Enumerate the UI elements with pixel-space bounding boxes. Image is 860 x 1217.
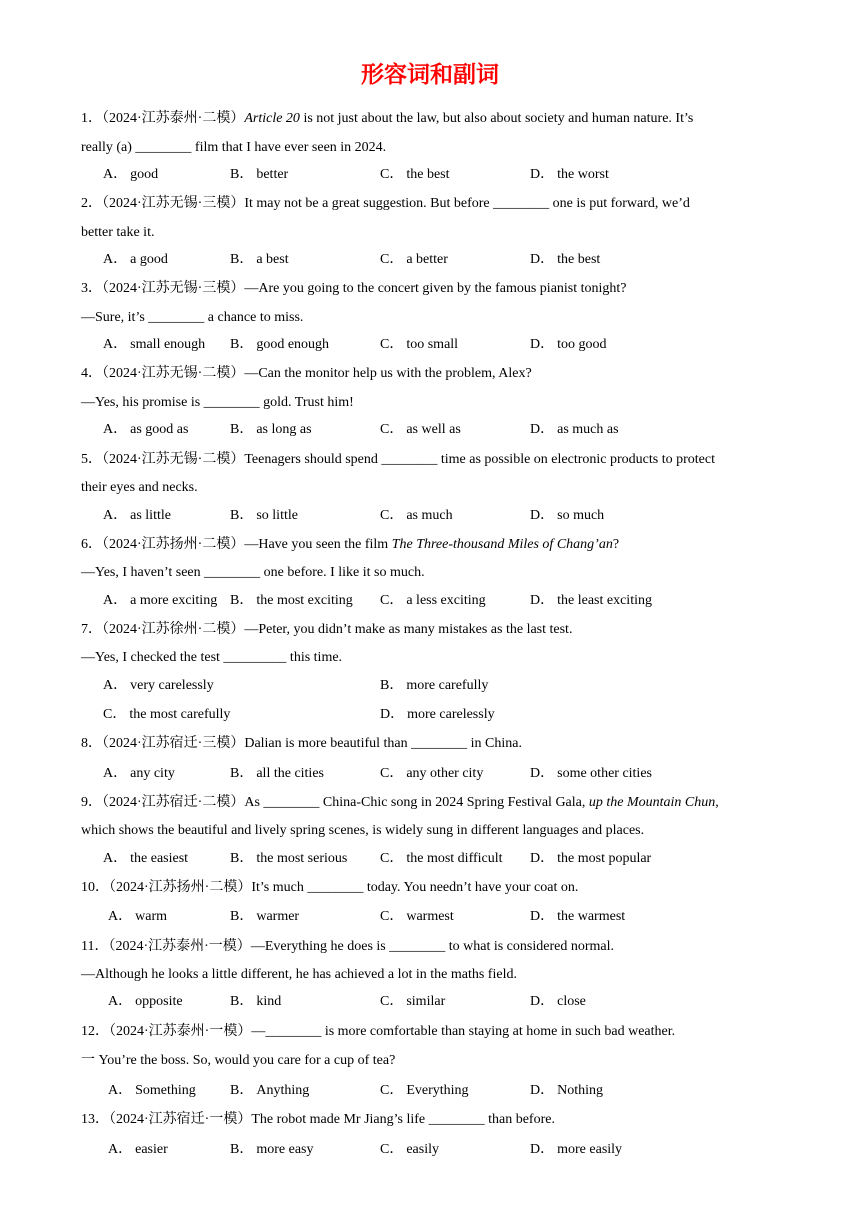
question-text: The robot made Mr Jiang’s life ________ than before. [251,1112,555,1127]
option-a[interactable]: A． the easiest [103,851,189,866]
option-a[interactable]: A． as good as [103,422,189,437]
question-5 [81,451,715,469]
film-title: The Three-thousand Miles of Chang’an [391,537,613,552]
option-b[interactable]: B． warmer [230,909,300,924]
question-text: It’s much ________ today. You needn’t have your coat on. [251,880,579,895]
question-number: 3． [81,281,102,296]
question-text: —Peter, you didn’t make as many mistakes as the last test. [244,622,573,637]
question-3 [81,280,627,298]
question-text: Dalian is more beautiful than ________ in China. [244,736,522,751]
option-b[interactable]: B． as long as [230,422,312,437]
question-text: As ________ China-Chic song in 2024 Spring Festival Gala, [244,795,589,810]
page-title: 形容词和副词 [361,62,499,88]
question-12 [81,1023,675,1041]
question-text: Article 20 [244,111,300,126]
option-b[interactable]: B． kind [230,994,282,1009]
question-number: 5． [81,452,102,467]
option-a[interactable]: A． easier [108,1142,168,1157]
question-source: （2024·江苏无锡·三模） [102,196,245,211]
option-b[interactable]: B． good enough [230,337,330,352]
question-text: ? [612,537,620,552]
question-number: 1． [81,111,102,126]
question-text: really (a) ________ film that I have ever seen in 2024. [81,140,387,155]
question-text: —Can the monitor help us with the problem, Alex? [244,366,532,381]
option-b[interactable]: B． more carefully [380,678,489,693]
option-b[interactable]: B． so little [230,508,298,523]
question-text: their eyes and necks. [81,480,198,495]
question-source: （2024·江苏扬州·二模） [109,880,252,895]
option-d[interactable]: D． the most popular [530,851,652,866]
question-source: （2024·江苏无锡·二模） [102,452,245,467]
question-source: （2024·江苏宿迁·二模） [102,795,245,810]
option-c[interactable]: C． as much [380,508,453,523]
option-a[interactable]: A． opposite [108,994,183,1009]
option-c[interactable]: C． a better [380,252,448,267]
option-c[interactable]: C． the most carefully [103,707,231,722]
question-text: is not just about the law, but also about society and human nature. It’s [299,111,694,126]
question-text: which shows the beautiful and lively spring scenes, is widely sung in different languages and places. [81,823,645,838]
question-text: —Although he looks a little different, he has achieved a lot in the maths field. [81,967,517,982]
option-a[interactable]: A． good [103,167,159,182]
option-b[interactable]: B． the most serious [230,851,348,866]
option-a[interactable]: A． a good [103,252,168,267]
question-number: 10． [81,880,109,895]
question-9 [81,794,719,812]
option-a[interactable]: A． small enough [103,337,206,352]
question-text: —________ is more comfortable than staying at home in such bad weather. [251,1024,676,1039]
question-source: （2024·江苏泰州·二模） [102,111,245,126]
question-number: 7． [81,622,102,637]
option-a[interactable]: A． Something [108,1083,196,1098]
option-c[interactable]: C． Everything [380,1083,469,1098]
question-text: —Yes, his promise is ________ gold. Trust him! [81,395,354,410]
question-text: Teenagers should spend ________ time as possible on electronic products to protect [244,452,715,467]
option-d[interactable]: D． the worst [530,167,609,182]
question-text: —Yes, I checked the test _________ this time. [81,650,343,665]
option-b[interactable]: B． the most exciting [230,593,353,608]
question-text: —Sure, it’s ________ a chance to miss. [81,310,304,325]
option-d[interactable]: D． so much [530,508,605,523]
question-number: 8． [81,736,102,751]
question-number: 13． [81,1112,109,1127]
question-number: 12． [81,1024,109,1039]
option-c[interactable]: C． any other city [380,766,484,781]
option-d[interactable]: D． Nothing [530,1083,604,1098]
option-d[interactable]: D． some other cities [530,766,652,781]
option-d[interactable]: D． as much as [530,422,619,437]
option-a[interactable]: A． as little [103,508,171,523]
option-d[interactable]: D． more carelessly [380,707,495,722]
question-7 [81,621,572,639]
question-number: 11． [81,939,109,954]
option-c[interactable]: C． similar [380,994,446,1009]
question-number: 6． [81,537,102,552]
option-a[interactable]: A． very carelessly [103,678,214,693]
question-number: 9． [81,795,102,810]
option-b[interactable]: B． all the cities [230,766,324,781]
option-b[interactable]: B． Anything [230,1083,310,1098]
option-d[interactable]: D． close [530,994,586,1009]
question-source: （2024·江苏扬州·二模） [102,537,245,552]
option-c[interactable]: C． warmest [380,909,454,924]
option-d[interactable]: D． the best [530,252,601,267]
question-source: （2024·江苏泰州·一模） [108,939,251,954]
question-source: （2024·江苏无锡·三模） [102,281,245,296]
option-c[interactable]: C． as well as [380,422,461,437]
option-c[interactable]: C． the best [380,167,450,182]
question-text: —Everything he does is ________ to what is considered normal. [250,939,614,954]
option-d[interactable]: D． the least exciting [530,593,652,608]
option-c[interactable]: C． too small [380,337,459,352]
question-6 [81,536,619,554]
question-2 [81,195,690,213]
question-number: 4． [81,366,102,381]
option-d[interactable]: D． too good [530,337,607,352]
question-10 [81,879,578,897]
question-text: better take it. [81,225,155,240]
option-b[interactable]: B． a best [230,252,289,267]
question-source: （2024·江苏徐州·二模） [102,622,245,637]
question-13 [81,1111,555,1129]
question-text: —Yes, I haven’t seen ________ one before. I like it so much. [81,565,425,580]
question-text: , [715,795,719,810]
song-title: up the Mountain Chun [588,795,716,810]
option-c[interactable]: C． the most difficult [380,851,503,866]
option-a[interactable]: A． warm [108,909,168,924]
option-c[interactable]: C． easily [380,1142,439,1157]
question-source: （2024·江苏宿迁·一模） [109,1112,252,1127]
question-number: 2． [81,196,102,211]
option-b[interactable]: B． better [230,167,289,182]
option-c[interactable]: C． a less exciting [380,593,486,608]
question-text: 一 You’re the boss. So, would you care for a cup of tea? [81,1053,396,1068]
question-11 [81,938,614,956]
question-source: （2024·江苏泰州·一模） [109,1024,252,1039]
question-text: —Are you going to the concert given by the famous pianist tonight? [244,281,627,296]
question-4 [81,365,532,383]
option-d[interactable]: D． more easily [530,1142,623,1157]
question-text: —Have you seen the film [244,537,392,552]
question-8 [81,735,522,753]
option-a[interactable]: A． a more exciting [103,593,218,608]
question-source: （2024·江苏无锡·二模） [102,366,245,381]
option-d[interactable]: D． the warmest [530,909,626,924]
question-source: （2024·江苏宿迁·三模） [102,736,245,751]
question-1 [81,110,693,128]
option-a[interactable]: A． any city [103,766,175,781]
option-b[interactable]: B． more easy [230,1142,314,1157]
question-text: It may not be a great suggestion. But before ________ one is put forward, we’d [244,196,690,211]
